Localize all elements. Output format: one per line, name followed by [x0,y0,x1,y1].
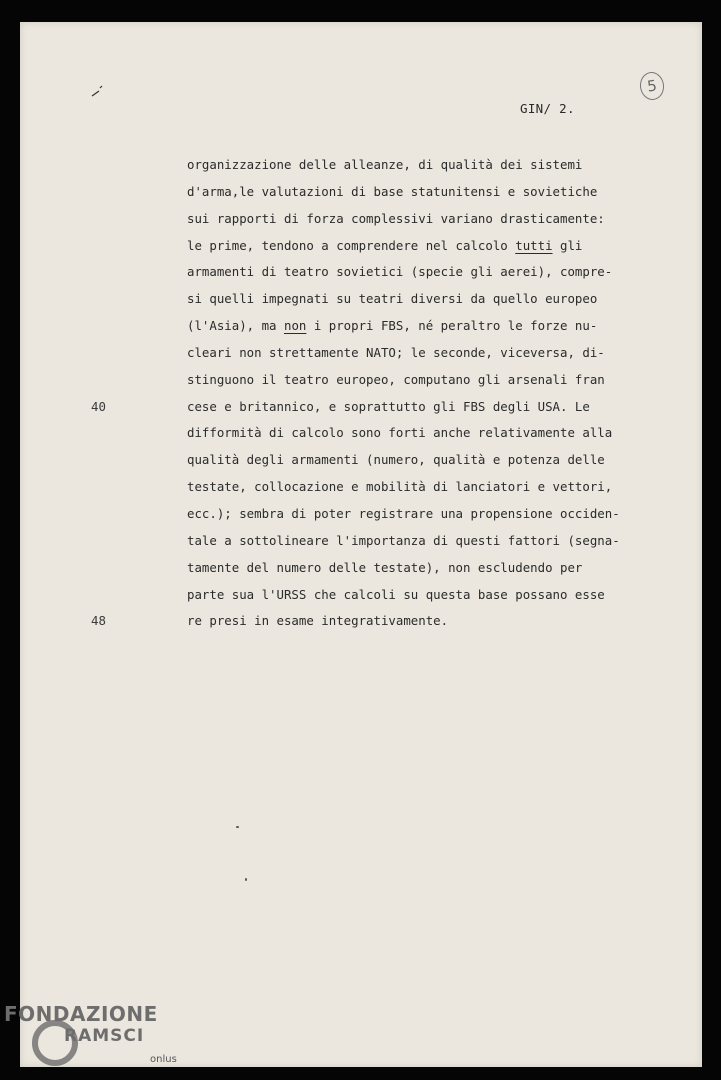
text-segment: organizzazione delle alleanze, di qualità dei sistemi [187,157,583,172]
text-line [187,582,605,609]
text-segment: sui rapporti di forza complessivi variano drasticamente: [187,210,605,226]
text-segment: tale a sottolineare l'importanza di questi fattori (segna- [187,532,620,548]
text-segment: le prime, tendono a comprendere nel calcolo [187,237,516,253]
margin-line-number: 40 [91,398,106,414]
watermark-line1: FONDAZIONE [4,1002,158,1026]
watermark-line2: RAMSCI [64,1026,145,1046]
circled-page-number-text: 5 [646,76,658,96]
text-segment: qualità degli armamenti (numero, qualità e potenza delle [187,452,605,468]
text-line [187,555,583,582]
text-segment: cese e britannico, e soprattutto gli FBS degli USA. Le [187,398,590,414]
text-segment: stinguono il teatro europeo, computano gli arsenali fran [187,371,605,387]
text-line [187,179,598,206]
text-line [187,286,598,313]
text-segment: gli [552,237,583,253]
text-line [187,608,577,635]
pencil-tick-mark [90,82,106,98]
text-segment: armamenti di teatro sovietici (specie gli aerei), compre- [187,264,613,280]
text-segment: cleari non strettamente NATO; le seconde, viceversa, di- [187,344,605,360]
text-line [187,259,613,286]
text-line [187,420,613,447]
body-text [187,152,620,635]
text-segment: i propri FBS, né peraltro le forze nu- [306,318,598,334]
underlined-word: non [283,318,307,334]
text-line [187,474,613,501]
text-line [187,367,605,394]
text-line [187,152,583,179]
text-segment: testate, collocazione e mobilità di lanciatori e vettori, [187,479,613,495]
page-reference: GIN/ 2. [520,101,575,116]
paper-speck [236,826,239,828]
text-segment: tamente del numero delle testate), non escludendo per [187,559,583,575]
paper-speck [245,878,247,881]
text-line [187,206,605,233]
text-line [187,501,620,528]
text-segment: d'arma,le valutazioni di base statunitensi e sovietiche [187,183,598,199]
underlined-word: tutti [515,237,553,253]
text-line [187,447,605,474]
text-line [187,528,620,555]
text-segment: ecc.); sembra di poter registrare una propensione occiden- [187,505,620,521]
text-segment: (l'Asia), ma [187,318,284,334]
text-line [187,313,598,340]
text-line [187,233,583,260]
text-segment: re presi in esame integrativamente. [187,613,449,629]
fondazione-gramsci-watermark [4,1000,204,1080]
watermark-line3: onlus [150,1054,177,1065]
margin-line-number: 48 [91,613,106,629]
text-segment: si quelli impegnati su teatri diversi da quello europeo [187,291,598,307]
text-line [187,340,605,367]
text-line [187,394,590,421]
text-segment: difformità di calcolo sono forti anche relativamente alla [187,425,613,441]
circled-page-number [638,70,666,101]
text-segment: parte sua l'URSS che calcoli su questa base possano esse [187,586,605,602]
